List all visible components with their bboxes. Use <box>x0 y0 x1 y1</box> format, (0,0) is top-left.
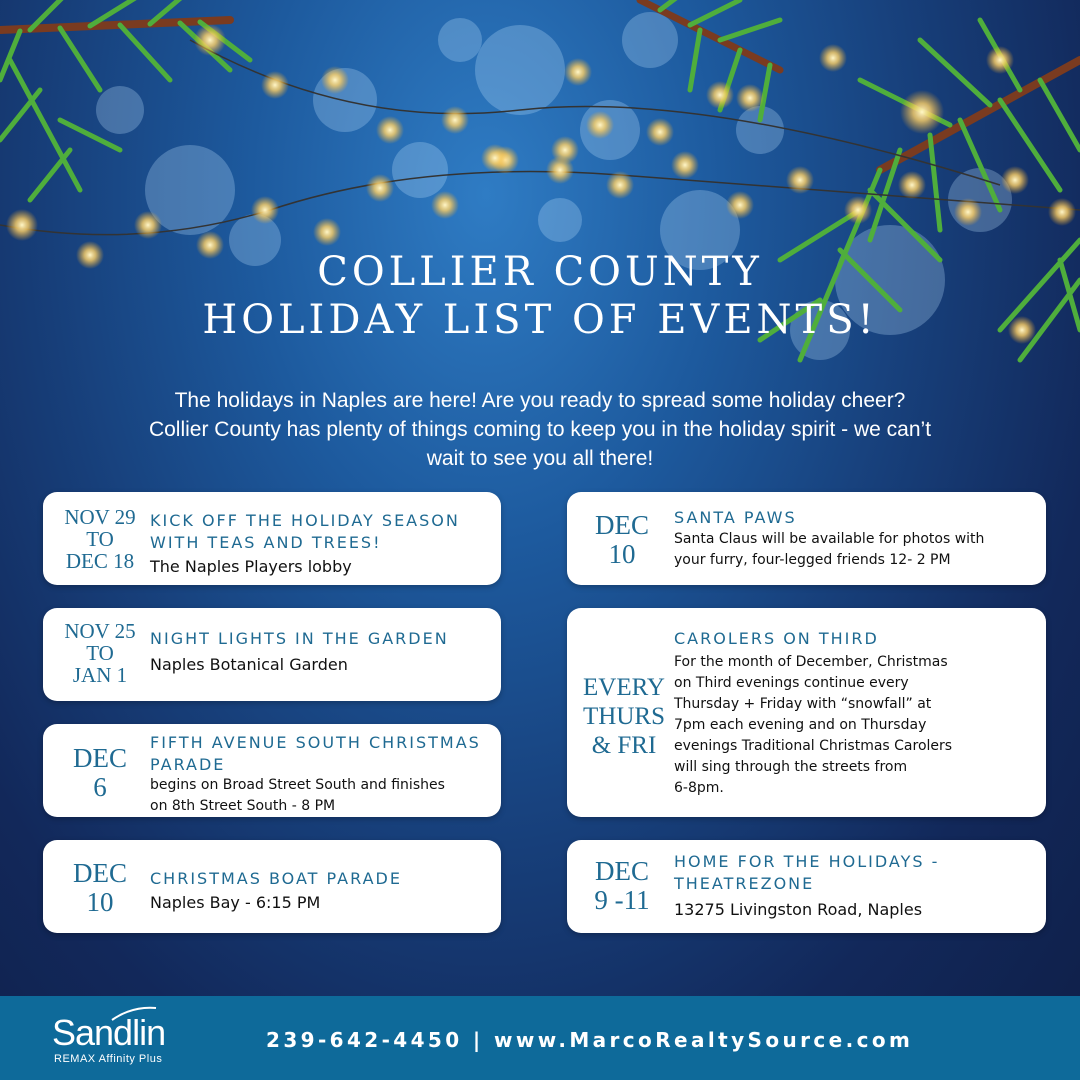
event-title-line: KICK OFF THE HOLIDAY SEASON <box>150 511 460 530</box>
event-title-line: PARADE <box>150 755 226 774</box>
event-title <box>674 507 797 529</box>
event-description-line: Santa Claus will be available for photos with <box>674 531 985 547</box>
page-title-line-2: HOLIDAY LIST OF EVENTS! <box>202 297 878 343</box>
intro-line-3: wait to see you all there! <box>426 447 654 470</box>
event-date-line: NOV 29 <box>64 505 136 529</box>
event-title-line: HOME FOR THE HOLIDAYS - <box>674 852 940 871</box>
event-description <box>150 775 445 817</box>
event-title <box>150 868 402 890</box>
event-date-line: DEC <box>595 856 649 886</box>
event-title-line: NIGHT LIGHTS IN THE GARDEN <box>150 629 449 648</box>
event-date-line: 9 -11 <box>594 885 650 915</box>
event-date-line: TO <box>86 641 114 665</box>
event-title <box>150 732 481 776</box>
event-title <box>150 510 460 554</box>
event-date-line: DEC <box>73 858 127 888</box>
page-title-line-1: COLLIER COUNTY <box>317 249 763 295</box>
event-description-line: begins on Broad Street South and finishes <box>150 777 445 793</box>
event-description-line: 13275 Livingston Road, Naples <box>674 900 923 919</box>
event-date <box>576 673 672 760</box>
holiday-lights-decoration <box>0 0 1080 420</box>
intro-line-1: The holidays in Naples are here! Are you ready to spread some holiday cheer? <box>174 389 906 412</box>
event-title <box>674 851 939 895</box>
event-date-line: NOV 25 <box>64 619 136 643</box>
event-description-line: your furry, four-legged friends 12- 2 PM <box>674 552 951 568</box>
event-date-line: EVERY <box>583 674 665 701</box>
event-description-line: on Third evenings continue every <box>674 675 909 691</box>
event-description-line: Thursday + Friday with “snowfall” at <box>674 696 932 712</box>
event-date <box>576 511 668 569</box>
contact-info[interactable]: 239-642-4450 | www.MarcoRealtySource.com <box>266 1028 914 1052</box>
event-date <box>52 506 148 572</box>
event-date-line: DEC <box>73 743 127 773</box>
event-description-line: Naples Bay - 6:15 PM <box>150 893 321 912</box>
event-date-line: TO <box>86 527 114 551</box>
brand-logo-text: Sandlin <box>52 1012 166 1053</box>
event-description-line: The Naples Players lobby <box>150 557 352 576</box>
event-description <box>150 654 348 676</box>
event-description-line: 6-8pm. <box>674 780 724 796</box>
event-description <box>674 652 952 799</box>
event-date-line: DEC <box>595 510 649 540</box>
event-date-line: THURS <box>583 703 665 730</box>
event-date-line: 6 <box>93 772 107 802</box>
event-title-line: CHRISTMAS BOAT PARADE <box>150 869 402 888</box>
event-description-line: For the month of December, Christmas <box>674 654 948 670</box>
intro-line-2: Collier County has plenty of things coming to keep you in the holiday spirit - we can’t <box>148 418 932 441</box>
event-title-line: WITH TEAS AND TREES! <box>150 533 382 552</box>
event-title <box>674 628 879 650</box>
event-date-line: DEC 18 <box>65 549 135 573</box>
intro-text <box>40 386 1040 473</box>
event-date-line: 10 <box>608 539 636 569</box>
event-title-line: FIFTH AVENUE SOUTH CHRISTMAS <box>150 733 481 752</box>
event-date <box>52 744 148 802</box>
event-date-line: & FRI <box>591 732 657 759</box>
event-date <box>52 620 148 686</box>
event-description-line: will sing through the streets from <box>674 759 908 775</box>
event-date <box>52 859 148 917</box>
event-description <box>150 892 320 914</box>
event-description-line: Naples Botanical Garden <box>150 655 348 674</box>
event-date-line: JAN 1 <box>72 663 128 687</box>
event-title-line: SANTA PAWS <box>674 508 797 527</box>
event-description <box>674 899 922 921</box>
event-title <box>150 628 449 650</box>
event-description <box>674 529 984 571</box>
event-date-line: 10 <box>86 887 114 917</box>
event-description <box>150 556 352 578</box>
brand-subtitle: REMAX Affinity Plus <box>54 1053 163 1065</box>
event-title-line: CAROLERS ON THIRD <box>674 629 879 648</box>
event-date <box>576 857 668 915</box>
event-description-line: 7pm each evening and on Thursday <box>674 717 927 733</box>
event-description-line: evenings Traditional Christmas Carolers <box>674 738 953 754</box>
event-title-line: THEATREZONE <box>674 874 815 893</box>
event-description-line: on 8th Street South - 8 PM <box>150 798 336 814</box>
